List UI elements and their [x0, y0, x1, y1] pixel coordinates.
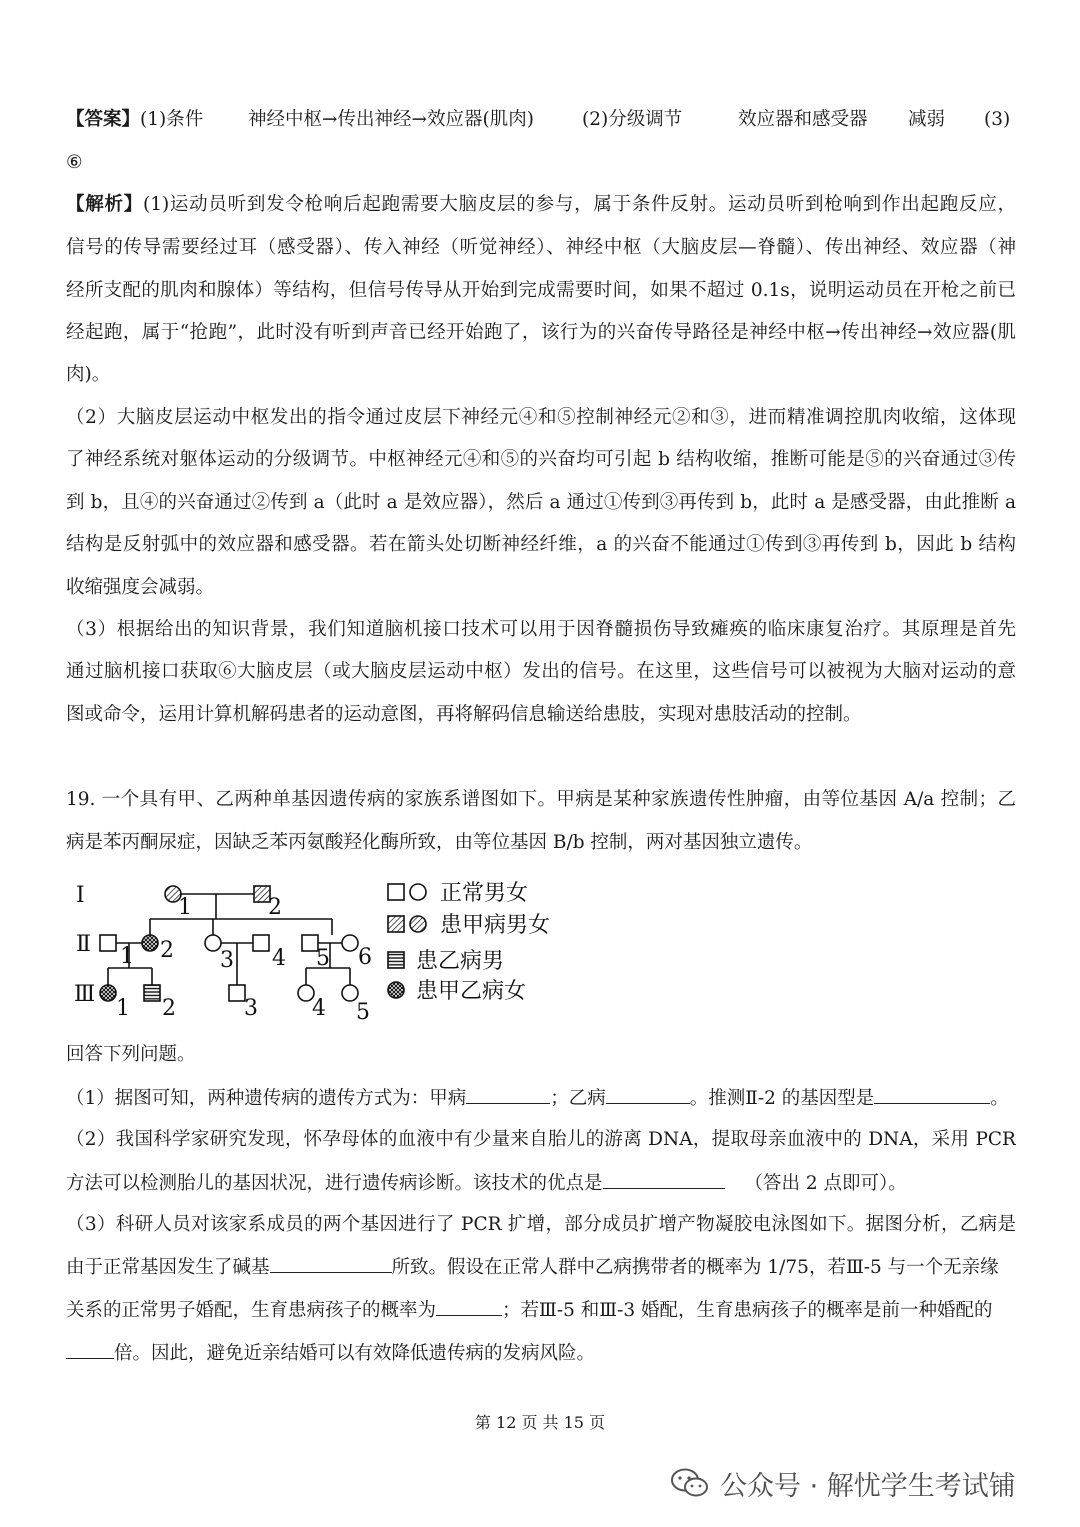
- subquestion-2-line: （2）我国科学家研究发现，怀孕母体的血液中有少量来自胎儿的游离 DNA，提取母亲血液中的 DNA，采用 PCR: [66, 1129, 1016, 1150]
- label-II-2: 2: [160, 938, 174, 963]
- subquestion-2-text: 方法可以检测胎儿的基因状况，进行遗传病诊断。该技术的优点是: [66, 1173, 603, 1194]
- individual-II-2: [142, 935, 158, 951]
- individual-II-1: [100, 935, 116, 951]
- legend-normal-male-icon: [388, 884, 404, 900]
- subquestion-3-line: [66, 1340, 1016, 1367]
- label-III-4: 4: [312, 996, 326, 1021]
- label-I-2: 2: [268, 895, 282, 920]
- legend-normal-label: 正常男女: [440, 881, 529, 906]
- analysis-line: （3）根据给出的知识背景，我们知道脑机接口技术可以用于因脊髓损伤导致瘫痪的临床康复治疗。其原理是首先: [66, 619, 1016, 640]
- analysis-line: 经起跑，属于“抢跑”，此时没有听到声音已经开始跑了，该行为的兴奋传导路径是神经中枢→传出神经→效应器(肌: [66, 322, 1016, 343]
- individual-III-1: [100, 985, 116, 1001]
- answer-blank[interactable]: [436, 1297, 502, 1316]
- watermark: [670, 1458, 1070, 1508]
- analysis-line: 信号的传导需要经过耳（感受器）、传入神经（听觉神经）、神经中枢（大脑皮层—脊髓）、传出神经、效应器（神: [66, 237, 1016, 258]
- subquestion-3-text: 关系的正常男子婚配，生育患病孩子的概率为: [66, 1300, 437, 1321]
- subquestion-2-line: [66, 1170, 1016, 1197]
- individual-II-4: [253, 935, 269, 951]
- answer-blank[interactable]: [66, 1340, 114, 1359]
- legend-normal-female-icon: [410, 884, 426, 900]
- analysis-line: 经所支配的肌肉和腺体）等结构，但信号传导从开始到完成需要时间，如果不超过 0.1s，说明运动员在开枪之前已: [66, 280, 1016, 301]
- generation-label-I: Ⅰ: [76, 883, 85, 908]
- analysis-line: 图或命令，运用计算机解码患者的运动意图，再将解码信息输送给患肢，实现对患肢活动的控制。: [66, 704, 862, 725]
- subquestion-1: [66, 1085, 1016, 1112]
- label-III-2: 2: [162, 996, 176, 1021]
- label-II-4: 4: [272, 946, 286, 971]
- legend-jia-male-icon: [388, 916, 404, 932]
- label-II-1: 1: [120, 944, 134, 969]
- subquestion-1-text: 。推测Ⅱ-2 的基因型是: [689, 1088, 875, 1109]
- legend-yi-male-icon: [388, 952, 404, 968]
- question-prompt: 回答下列问题。: [66, 1044, 196, 1065]
- subquestion-3-text: 倍。因此，避免近亲结婚可以有效降低遗传病的发病风险。: [114, 1343, 596, 1364]
- question-19-line: 19. 一个具有甲、乙两种单基因遗传病的家族系谱图如下。甲病是某种家族遗传性肿瘤，由等位基因 A/a 控制；乙: [66, 789, 1016, 810]
- answer-blank[interactable]: [466, 1085, 550, 1104]
- subquestion-3-line: （3）科研人员对该家系成员的两个基因进行了 PCR 扩增，部分成员扩增产物凝胶电泳图如下。据图分析，乙病是: [66, 1214, 1016, 1235]
- analysis-line: [66, 192, 1016, 218]
- subquestion-3-line: [66, 1297, 1016, 1324]
- answer-part1: (1)条件: [140, 109, 204, 130]
- subquestion-3-text: ；若Ⅲ-5 和Ⅲ-3 婚配，生育患病孩子的概率是前一种婚配的: [502, 1300, 993, 1321]
- answer-part4: 效应器和感受器: [738, 109, 868, 130]
- analysis-text: (1)运动员听到发令枪响后起跑需要大脑皮层的参与，属于条件反射。运动员听到枪响到作出起跑反应，: [142, 194, 1016, 215]
- individual-II-3: [205, 935, 221, 951]
- label-II-3: 3: [220, 948, 234, 973]
- subquestion-3-text: 由于正常基因发生了碱基: [66, 1257, 270, 1278]
- wechat-icon: [670, 1467, 710, 1499]
- subquestion-3-line: [66, 1254, 1016, 1281]
- individual-III-5: [342, 985, 358, 1001]
- legend-both-female-icon: [388, 982, 404, 998]
- analysis-line: 结构是反射弧中的效应器和感受器。若在箭头处切断神经纤维，a 的兴奋不能通过①传到③再传到 b，因此 b 结构: [66, 534, 1016, 555]
- individual-III-2: [144, 985, 160, 1001]
- answer-blank[interactable]: [606, 1085, 690, 1104]
- answer-part2: 神经中枢→传出神经→效应器(肌肉): [248, 109, 534, 130]
- label-III-5: 5: [356, 1000, 370, 1025]
- answer-tag: 【答案】: [66, 109, 141, 130]
- answer-part5: 减弱: [908, 109, 946, 130]
- question-19-line: 病是苯丙酮尿症，因缺乏苯丙氨酸羟化酶所致，由等位基因 B/b 控制，两对基因独立遗传。: [66, 832, 813, 853]
- label-III-1: 1: [116, 996, 130, 1021]
- answer-blank[interactable]: [874, 1085, 990, 1104]
- legend-jia-label: 患甲病男女: [440, 913, 551, 938]
- subquestion-1-text: ；乙病: [550, 1088, 606, 1109]
- generation-label-III: Ⅲ: [74, 982, 96, 1007]
- individual-III-3: [229, 985, 245, 1001]
- subquestion-2-text: （答出 2 点即可）。: [744, 1173, 907, 1194]
- label-II-6: 6: [358, 945, 372, 970]
- watermark-text: 公众号 · 解忧学生考试铺: [720, 1470, 1016, 1502]
- generation-label-II: Ⅱ: [76, 932, 91, 957]
- legend-both-label: 患甲乙病女: [416, 979, 527, 1004]
- analysis-line: 收缩强度会减弱。: [66, 577, 215, 598]
- legend-jia-female-icon: [410, 916, 426, 932]
- label-III-3: 3: [244, 996, 258, 1021]
- analysis-line: 了神经系统对躯体运动的分级调节。中枢神经元④和⑤的兴奋均可引起 b 结构收缩，推断可能是⑤的兴奋通过③传: [66, 449, 1016, 470]
- analysis-line: 到 b，且④的兴奋通过②传到 a（此时 a 是效应器），然后 a 通过①传到③再传到 b，此时 a 是感受器，由此推断 a: [66, 492, 1016, 513]
- answer-part3: (2)分级调节: [582, 109, 683, 130]
- answer-blank[interactable]: [270, 1254, 392, 1273]
- answer-part6: (3): [984, 109, 1011, 130]
- analysis-line: 通过脑机接口获取⑥大脑皮层（或大脑皮层运动中枢）发出的信号。在这里，这些信号可以被视为大脑对运动的意: [66, 661, 1016, 682]
- pedigree-chart: [66, 872, 566, 1032]
- subquestion-1-text: （1）据图可知，两种遗传病的遗传方式为：甲病: [66, 1088, 467, 1109]
- analysis-line: 肉)。: [66, 364, 111, 385]
- legend-yi-label: 患乙病男: [416, 949, 505, 974]
- subquestion-3-text: 所致。假设在正常人群中乙病携带者的概率为 1/75，若Ⅲ-5 与一个无亲缘: [391, 1257, 999, 1278]
- subquestion-1-text: 。: [990, 1088, 1009, 1109]
- individual-II-6: [342, 935, 358, 951]
- label-II-5: 5: [316, 946, 330, 971]
- answer-row: [66, 107, 1016, 135]
- label-I-1: 1: [178, 895, 192, 920]
- analysis-tag: 【解析】: [66, 194, 143, 215]
- analysis-line: （2）大脑皮层运动中枢发出的指令通过皮层下神经元④和⑤控制神经元②和③，进而精准调控肌肉收缩，这体现: [66, 407, 1016, 428]
- answer-part7: ⑥: [66, 152, 83, 173]
- page-number: 第 12 页 共 15 页: [474, 1413, 606, 1432]
- answer-blank[interactable]: [603, 1170, 725, 1189]
